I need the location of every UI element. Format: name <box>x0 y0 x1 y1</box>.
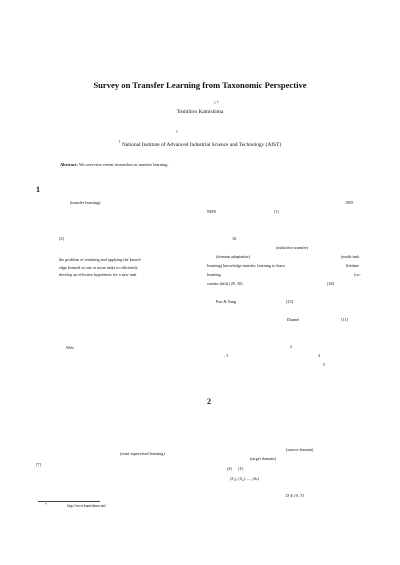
quote-line: develop an effective hypothesis for a new task <box>59 272 137 278</box>
section-ref-5: 5 <box>323 362 326 367</box>
abstract-text: We overview resent researches in transfer learning. <box>78 162 169 167</box>
term-learning: learning <box>207 272 221 277</box>
math-d-in: D ∈ {S, T} <box>286 493 305 498</box>
author-daume: Daumé <box>287 317 300 322</box>
section-ref-2: 2 <box>290 344 293 349</box>
section-ref-3: , 3 <box>224 353 229 358</box>
term-nips: NIPS <box>207 209 217 214</box>
abstract-label: Abstract: <box>60 162 78 167</box>
citation-38: [38] <box>327 281 334 286</box>
paper-title: Survey on Transfer Learning from Taxonomic Perspective <box>93 80 307 90</box>
math-s-list: (S₁), (S₂), …, (Sₖ) <box>230 476 260 481</box>
section-1-number: 1 <box>36 185 40 194</box>
citation-7: [7] <box>36 462 41 467</box>
term-lifetime: lifetime <box>346 263 360 268</box>
term-target-domain: (target domain) <box>250 456 276 461</box>
quote-line: the problem of retaining and applying the knowl- <box>59 257 142 262</box>
citation-23: [23] <box>286 299 293 304</box>
math-s-t: (S) (T) <box>227 466 244 471</box>
term-semi-supervised: (semi-supervised learning) <box>120 451 165 456</box>
author-pan-yang: Pan & Yang <box>216 299 237 304</box>
number-ten: 10 <box>232 236 237 241</box>
term-source-domain: (source domain) <box>286 447 314 452</box>
citation-2: [2] <box>59 236 64 241</box>
year: 1995 <box>345 200 354 205</box>
term-domain-adaptation: (domain adaptation) <box>216 254 250 259</box>
term-transfer-learning: (transfer learning) <box>70 200 101 205</box>
author-name: Toshihiro Kamishima <box>176 109 224 115</box>
definition-quote <box>59 256 199 279</box>
citation-11: [11] <box>341 317 348 322</box>
footnote-url: http://www.kamishima.net/ <box>67 504 107 508</box>
abstract <box>60 162 169 167</box>
term-knowledge-transfer: learning) knowledge transfer, learning to learn <box>207 263 285 268</box>
footnote-mark: * <box>45 503 47 507</box>
affiliation-sup: 1 <box>118 140 121 144</box>
term-inductive-transfer: (inductive transfer) <box>276 245 309 250</box>
term-covariate-shift: variate shift) [29, 30] <box>207 281 243 286</box>
affiliation <box>0 140 400 148</box>
affiliation-mark: 1 <box>176 130 178 134</box>
citation-1: [1] <box>274 209 279 214</box>
section-2-number: 2 <box>207 397 211 406</box>
term-multi-task: (multi-task <box>341 254 360 259</box>
section-ref-4: 4 <box>318 353 321 358</box>
term-co: (co- <box>354 272 361 277</box>
quote-line: edge learned in one or more tasks to efficiently <box>59 264 138 270</box>
affiliation-text: National Institute of Advanced Industrial Science and Technology (AIST) <box>122 141 282 148</box>
term-web: Web <box>66 345 74 350</box>
author-mark: 1 * <box>214 101 219 105</box>
footnote-rule <box>38 501 100 502</box>
